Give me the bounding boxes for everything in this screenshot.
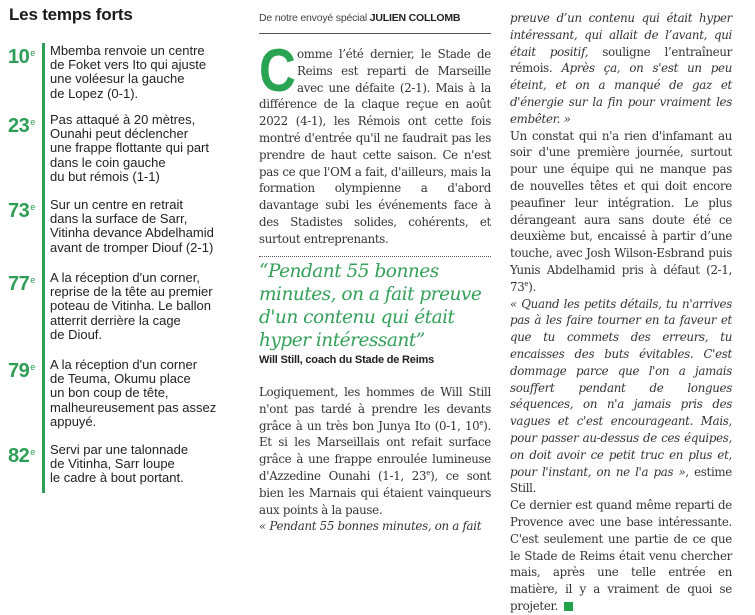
byline-author: JULIEN COLLOMB [369, 12, 461, 24]
paragraph-text: Logiquement, les hommes de Will Still n'ont pas tardé à prendre les devants grâce à un très bon Junya Ito (0-1, 10 [259, 385, 491, 433]
body-paragraph [510, 10, 732, 128]
event-text: Pas attaqué à 20 mètres, Ounahi peut déclencher une frappe flottante qui part dans le coin gauche du but rémois (1-1) [50, 112, 210, 184]
event-text: Servi par une talonnade de Vitinha, Sarr loupe le cadre à bout portant. [50, 442, 189, 486]
event-minute: 77e [8, 273, 35, 295]
quote-attribution: , estime Still. [510, 464, 732, 496]
quote-attribution: souligne l’entraîneur rémois. [510, 44, 733, 76]
ordinal-suffix: e [479, 418, 484, 427]
quote-text: « Pendant 55 bonnes minutes, on a fait [259, 519, 482, 534]
event-text: Sur un centre en retrait dans la surface de Sarr, Vitinha devance Abdelhamid avant de tromper Diouf (2-1) [50, 197, 214, 255]
event-text: Mbemba renvoie un centre de Foket vers Ito qui ajuste une voléesur la gauche de Lopez (0-1). [50, 43, 207, 101]
event-minute: 82e [8, 445, 35, 467]
paragraph-text: ). Et si les Marseillais ont refait surface grâce à une frappe enroulée lumineuse d'Azzedine Ounahi (1-1, 23 [259, 418, 491, 483]
sidebar-title: Les temps forts [9, 5, 133, 24]
event-text: A la réception d'un corner de Teuma, Okumu place un bon coup de tête, malheureusement pas assez appuyé. [50, 357, 217, 429]
body-paragraph [510, 128, 732, 296]
quote-text: Après ça, on s'est un peu éteint, et on a manqué de gaz et d'énergie sur la fin pour vraiment les embêter. » [510, 61, 732, 126]
ordinal-suffix: e [426, 469, 431, 478]
body-paragraph [510, 296, 732, 498]
event-text: A la réception d'un corner, reprise de la tête au premier poteau de Vitinha. Le ballon atterrit derrière la cage de Diouf. [50, 270, 213, 342]
body-paragraph [510, 497, 732, 615]
end-square-icon [564, 602, 573, 611]
quote-text: preuve d’un contenu qui était hyper intéressant, qui allait de l’avant, qui était positif, [510, 11, 732, 59]
event-minute: 79e [8, 360, 35, 382]
timeline-line [42, 43, 45, 493]
pullquote-attribution: Will Still, coach du Stade de Reims [259, 354, 435, 366]
byline-divider [259, 33, 491, 34]
paragraph-text: Ce dernier est quand même reparti de Provence avec une base intéressante. C'est seulement une partie de ce que le Stade de Reims était venu chercher mais, après une telle entrée en matière, il y a vraiment de quoi se projeter. [510, 498, 732, 613]
article-column-2 [510, 10, 732, 615]
event-minute: 23e [8, 115, 35, 137]
pullquote: “Pendant 55 bonnes minutes, on a fait preuve d'un contenu qui était hyper intéressant” [259, 261, 482, 351]
byline-prefix: De notre envoyé spécial [259, 12, 368, 24]
drop-cap: C [259, 37, 296, 104]
body-paragraph [259, 384, 491, 535]
lead-paragraph [259, 37, 491, 248]
pullquote-divider [259, 256, 491, 257]
byline [259, 12, 491, 24]
event-minute: 73e [8, 200, 35, 222]
paragraph-text: ). [528, 279, 537, 294]
quote-text: « Quand les petits détails, tu n'arrives pas à les faire tourner en ta faveur et que tu commets des erreurs, tu encaisses des buts évitables. C'est dommage parce que l'on a jamais souffert pendant de longues séquences, on n'a jamais pris des vagues et c'est encourageant. Mais, pour passer au-dessus de ces équipes, on doit avoir ce petit truc en plus et, pour l'instant, on ne l'a pas » [510, 296, 732, 479]
event-minute: 10e [8, 46, 35, 68]
paragraph-text: Un constat qui n'a rien d'infamant au soir d'une première journée, surtout pour une équipe qui ne manque pas de nouvelles têtes et qui doit encore peaufiner leur intégration. Le plus dérangeant aura sans doute été ce deuxième but, encaissé à partir d’une touche, avec Josh Wilson-Esbrand puis Yunis Abdelhamid pris à défaut (2-1, 73 [510, 128, 732, 294]
ordinal-suffix: e [524, 279, 529, 288]
lead-text: omme l’été dernier, le Stade de Reims est reparti de Marseille avec une défaite (2-1). Mais à la différence de la claque reçue en août 2022 (4-1), les Rémois ont cette fois montré d'entrée qu'il ne faudrait pas les prendre de haut cette saison. Ce n'est pas ce que l'OM a fait, d'ailleurs, mais la formation olympienne a d'abord davantage subi les événements face à des Stadistes solides, cohérents, et surtout entreprenants. [259, 47, 491, 246]
key-moments-sidebar [0, 0, 250, 551]
paragraph-text: ), ce sont bien les Marnais qui étaient vainqueurs aux points à la pause. [259, 468, 491, 517]
